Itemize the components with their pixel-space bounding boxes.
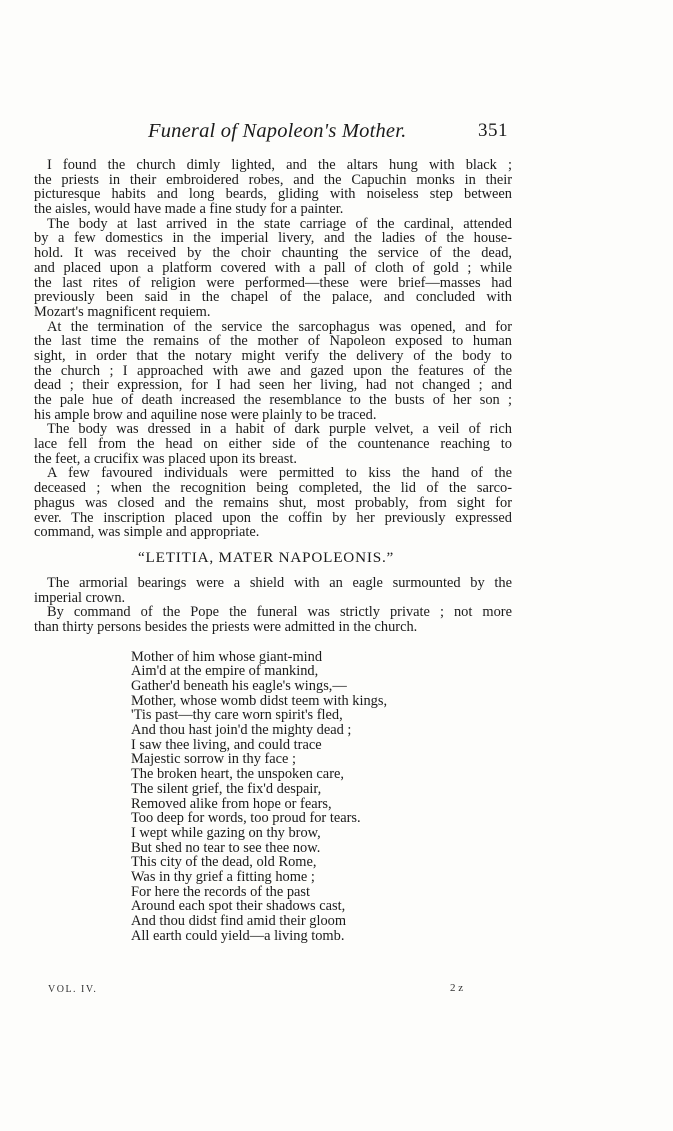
spacer [34, 540, 512, 549]
text-line: and placed upon a platform covered with a pall of cloth of gold ; while [34, 259, 512, 276]
text-line: the pale hue of death increased the resemblance to the busts of her son ; [34, 392, 512, 408]
text-line: the priests in their embroidered robes, and the Capuchin monks in their [34, 171, 512, 188]
text-line: picturesque habits and long beards, gliding with noiseless step between [34, 186, 512, 203]
spacer [34, 635, 512, 650]
poem-line: I wept while gazing on thy brow, [131, 824, 321, 841]
text-line: The body at last arrived in the state carriage of the cardinal, attended [47, 215, 512, 232]
text-line: the aisles, would have made a fine study for a painter. [34, 201, 344, 218]
page-footer [48, 984, 478, 998]
poem-line: I saw thee living, and could trace [131, 736, 322, 753]
poem-line: For here the records of the past [131, 883, 311, 900]
text-line: than thirty persons besides the priests were admitted in the church. [34, 618, 418, 635]
text-line: by a few domestics in the imperial livery, and the ladies of the house- [34, 230, 512, 247]
body-text [34, 158, 512, 943]
paragraph [34, 422, 512, 466]
text-line: ever. The inscription placed upon the coffin by her previously expressed [34, 509, 512, 526]
poem-line: 'Tis past—thy care worn spirit's fled, [131, 707, 343, 724]
text-line: the feet, a crucifix was placed upon its breast. [34, 450, 297, 467]
text-line: the last time the remains of the mother of Napoleon exposed to human [34, 333, 512, 350]
poem-line: And thou didst find amid their gloom [131, 913, 347, 929]
text-line: hold. It was received by the choir chaunting the service of the dead, [34, 245, 512, 262]
poem-line: This city of the dead, old Rome, [131, 854, 317, 871]
volume-mark: VOL. IV. [48, 984, 98, 995]
running-head [30, 120, 550, 146]
poem [34, 650, 512, 944]
running-title: Funeral of Napoleon's Mother. [148, 120, 407, 142]
paragraph [34, 158, 512, 217]
paragraph [34, 320, 512, 423]
poem-line: And thou hast join'd the mighty dead ; [131, 722, 352, 739]
poem-line: Majestic sorrow in thy face ; [131, 751, 297, 768]
poem-line: Removed alike from hope or fears, [131, 795, 332, 812]
poem-line: The broken heart, the unspoken care, [131, 766, 344, 783]
paragraph [34, 605, 512, 634]
poem-line: Around each spot their shadows cast, [131, 898, 346, 915]
paragraph [34, 576, 512, 605]
paragraph [34, 217, 512, 320]
text-line: the church ; I approached with awe and gazed upon the features of the [34, 362, 512, 379]
text-line: By command of the Pope the funeral was strictly private ; not more [47, 604, 512, 621]
poem-line: Was in thy grief a fitting home ; [131, 868, 315, 885]
text-line: At the termination of the service the sarcophagus was opened, and for [47, 318, 512, 335]
text-line: command, was simple and appropriate. [34, 524, 260, 541]
text-line: lace fell from the head on either side of the countenance reaching to [34, 436, 512, 453]
poem-line: The silent grief, the fix'd despair, [131, 780, 322, 797]
poem-line: Too deep for words, too proud for tears. [131, 810, 361, 827]
text-line: The body was dressed in a habit of dark purple velvet, a veil of rich [47, 421, 512, 438]
poem-line: Aim'd at the empire of mankind, [131, 663, 319, 680]
text-line: Mozart's magnificent requiem. [34, 303, 211, 320]
poem-line: Mother of him whose giant-mind [131, 648, 323, 665]
poem-line: Mother, whose womb didst teem with kings, [131, 692, 388, 709]
text-line: his ample brow and aquiline nose were plainly to be traced. [34, 406, 377, 423]
text-line: sight, in order that the notary might verify the delivery of the body to [34, 347, 512, 364]
paragraph [34, 466, 512, 539]
poem-line: But shed no tear to see thee now. [131, 839, 321, 856]
text-line: the last rites of religion were performed—these were brief—masses had [34, 274, 512, 291]
text-line: previously been said in the chapel of the palace, and concluded with [34, 289, 512, 306]
text-line: imperial crown. [34, 589, 126, 606]
poem-line: All earth could yield—a living tomb. [131, 927, 345, 944]
poem-line: Gather'd beneath his eagle's wings,— [131, 678, 347, 694]
text-line: I found the church dimly lighted, and the altars hung with black ; [47, 157, 512, 173]
coffin-inscription: “LETITIA, MATER NAPOLEONIS.” [138, 548, 395, 566]
text-line: The armorial bearings were a shield with an eagle surmounted by the [47, 574, 512, 591]
text-line: dead ; their expression, for I had seen her living, had not changed ; and [34, 377, 512, 394]
text-line: deceased ; when the recognition being completed, the lid of the sarco- [34, 480, 512, 497]
page-number: 351 [478, 120, 508, 141]
signature-mark: 2 z [450, 982, 464, 994]
text-line: phagus was closed and the remains shut, most probably, from sight for [34, 494, 512, 511]
text-line: A few favoured individuals were permitted to kiss the hand of the [47, 465, 512, 482]
